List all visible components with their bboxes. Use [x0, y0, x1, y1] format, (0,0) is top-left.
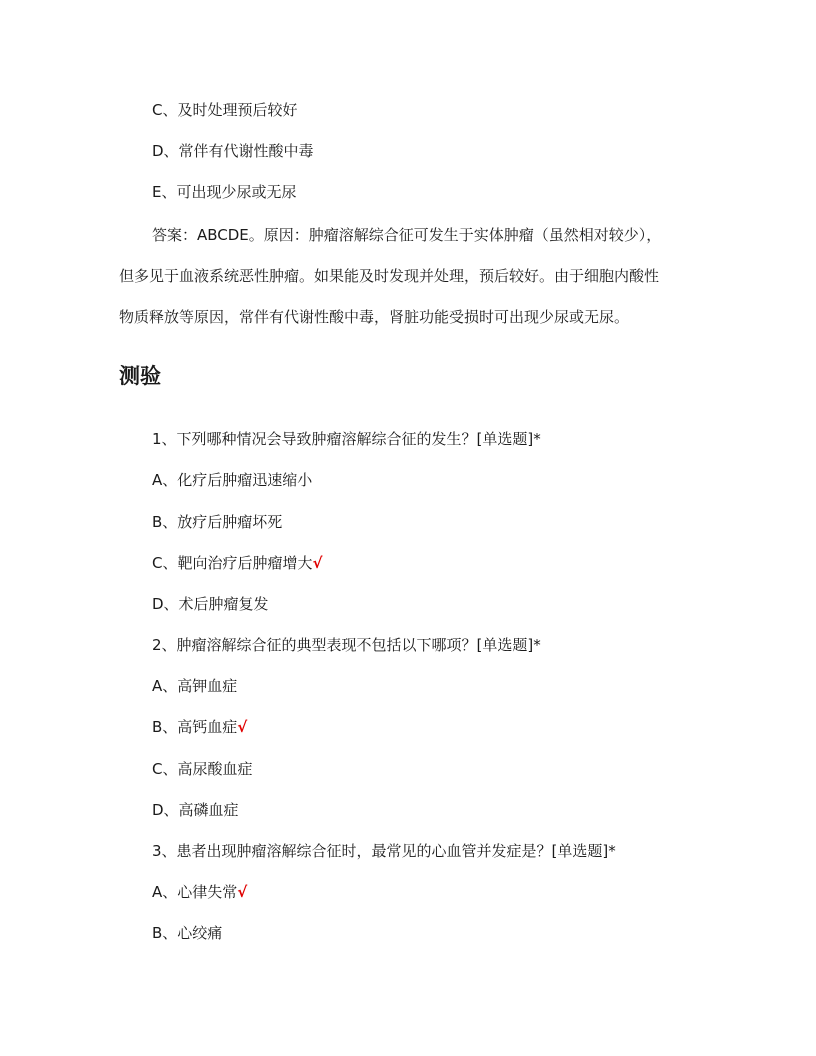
question-3: 3、患者出现肿瘤溶解综合征时，最常见的心血管并发症是？[单选题]* — [152, 842, 616, 860]
q2-option-c: C、高尿酸血症 — [152, 760, 253, 778]
q1-option-a: A、化疗后肿瘤迅速缩小 — [152, 471, 313, 489]
q2-option-d: D、高磷血症 — [152, 801, 239, 819]
answer-line-2: 但多见于血液系统恶性肿瘤。如果能及时发现并处理，预后较好。由于细胞内酸性 — [119, 267, 660, 285]
question-1: 1、下列哪种情况会导致肿瘤溶解综合征的发生？[单选题]* — [152, 430, 541, 448]
q2-option-b — [152, 717, 247, 737]
q2-option-b-label: B、高钙血症 — [152, 718, 238, 736]
correct-check-icon: √ — [237, 883, 248, 901]
q1-option-c-label: C、靶向治疗后肿瘤增大 — [152, 554, 313, 572]
q1-option-c — [152, 553, 323, 573]
q1-option-d: D、术后肿瘤复发 — [152, 595, 269, 613]
prev-option-e: E、可出现少尿或无尿 — [152, 183, 297, 201]
prev-option-d: D、常伴有代谢性酸中毒 — [152, 142, 314, 160]
q3-option-a-label: A、心律失常 — [152, 883, 238, 901]
q3-option-b: B、心绞痛 — [152, 924, 223, 942]
question-2: 2、肿瘤溶解综合征的典型表现不包括以下哪项？[单选题]* — [152, 636, 541, 654]
prev-option-c: C、及时处理预后较好 — [152, 101, 298, 119]
q2-option-a: A、高钾血症 — [152, 677, 238, 695]
answer-line-1: 答案：ABCDE。原因：肿瘤溶解综合征可发生于实体肿瘤（虽然相对较少）， — [152, 226, 662, 244]
correct-check-icon: √ — [312, 554, 323, 572]
q1-option-b: B、放疗后肿瘤坏死 — [152, 513, 283, 531]
correct-check-icon: √ — [237, 718, 248, 736]
section-title: 测验 — [119, 364, 161, 388]
answer-line-3: 物质释放等原因，常伴有代谢性酸中毒，肾脏功能受损时可出现少尿或无尿。 — [119, 308, 630, 326]
q3-option-a — [152, 882, 247, 902]
